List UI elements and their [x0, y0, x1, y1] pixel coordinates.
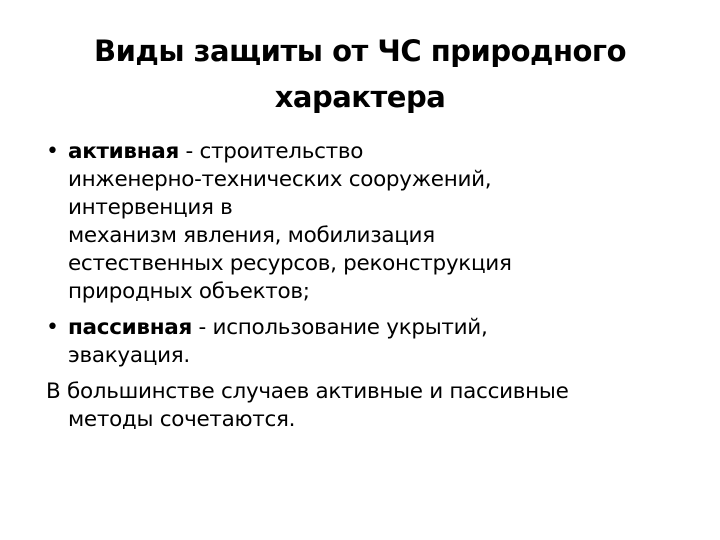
bullet-active-text-1: - строительство — [179, 139, 364, 164]
bullet-active — [46, 138, 686, 306]
title-line-1: Виды защиты от ЧС природного — [94, 34, 626, 68]
bullet-active-line-4: механизм явления, мобилизация — [68, 223, 435, 248]
title-line-2: характера — [274, 80, 446, 114]
bullet-active-line-2: инженерно-технических сооружений, — [68, 167, 492, 192]
conclusion-paragraph — [46, 378, 686, 434]
bullet-active-line-1 — [68, 138, 686, 166]
conclusion-line-2: методы сочетаются. — [68, 407, 296, 432]
bullet-term-active: активная — [68, 139, 179, 164]
bullet-passive-line-2: эвакуация. — [68, 343, 190, 368]
bullet-passive-line-1 — [68, 314, 686, 342]
slide-body — [46, 138, 686, 434]
bullet-term-passive: пассивная — [68, 315, 192, 340]
bullet-active-line-6: природных объектов; — [68, 279, 310, 304]
conclusion-line-1: В большинстве случаев активные и пассивные — [46, 379, 569, 404]
slide-title — [40, 28, 680, 120]
bullet-dot-icon: • — [46, 315, 59, 340]
bullet-passive — [46, 314, 686, 370]
bullet-active-line-3: интервенция в — [68, 195, 233, 220]
bullet-active-line-5: естественных ресурсов, реконструкция — [68, 251, 512, 276]
bullet-dot-icon: • — [46, 139, 59, 164]
bullet-passive-text-1: - использование укрытий, — [192, 315, 488, 340]
